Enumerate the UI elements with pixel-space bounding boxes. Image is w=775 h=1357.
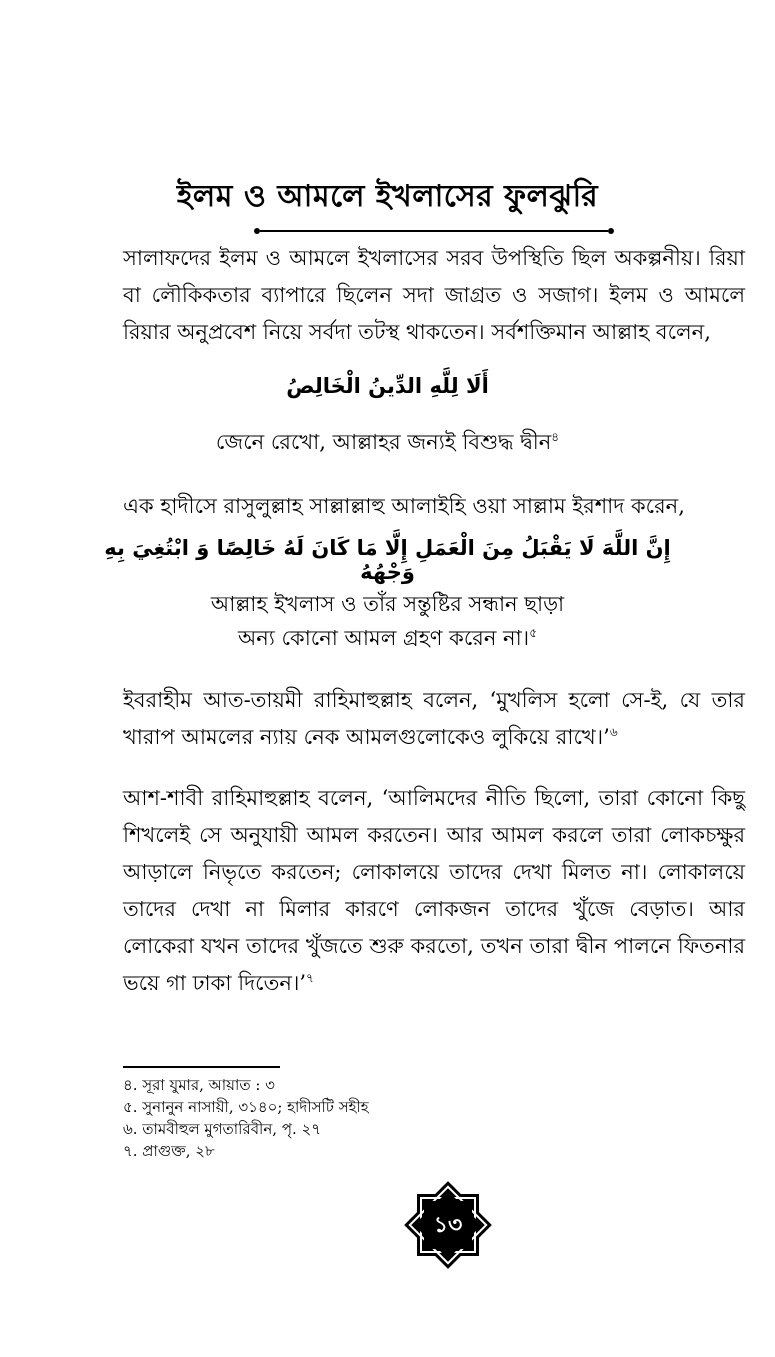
translation-text: অন্য কোনো আমল গ্রহণ করেন না। <box>238 626 530 650</box>
footnote-ref: ৫ <box>529 626 537 640</box>
footnote-item: ৫. সুনানুন নাসায়ী, ৩১৪০; হাদীসটি সহীহ <box>123 1098 369 1116</box>
footnote-ref: ৭ <box>306 971 314 985</box>
translation-text: জেনে রেখো, আল্লাহর জন্যই বিশুদ্ধ দ্বীন <box>215 430 552 454</box>
underline-dot-right <box>608 228 614 234</box>
chapter-title: ইলম ও আমলে ইখলাসের ফুলঝুরি <box>176 179 599 214</box>
hadith-translation-line-2 <box>100 620 675 657</box>
footnote-ref: ৪ <box>551 430 560 444</box>
footnote-item: ৪. সূরা যুমার, আয়াত : ৩ <box>123 1076 275 1094</box>
underline-line <box>260 230 608 232</box>
footnote-item: ৭. প্রাগুক্ত, ২৮ <box>123 1142 215 1160</box>
hadith-arabic: إِنَّ اللَّهَ لَا يَقْبَلُ مِنَ الْعَمَلِ إِلَّا مَا كَانَ لَهُ خَالِصًا وَ ابْتُغِيَ بِهِ وَجْهُهُ <box>104 536 671 584</box>
hadith-translation-line-1: আল্লাহ ইখলাস ও তাঁর সন্তুষ্টির সন্ধান ছাড়া <box>210 592 565 616</box>
paragraph-1: সালাফদের ইলম ও আমলে ইখলাসের সরব উপস্থিতি ছিল অকল্পনীয়। রিয়া বা লৌকিকতার ব্যাপারে ছিলেন সদা জাগ্রত ও সজাগ। ইলম ও আমলে রিয়ার অনুপ্রবেশ নিয়ে সর্বদা তটস্থ থাকতেন। সর্বশক্তিমান আল্লাহ বলেন, <box>123 246 745 344</box>
paragraph-4-text: আশ-শাবী রাহিমাহুল্লাহ বলেন, ‘আলিমদের নীতি ছিলো, তারা কোনো কিছু শিখলেই সে অনুযায়ী আমল করতেন। আর আমল করলে তারা লোকচক্ষুর আড়ালে নিভৃতে করতেন; লোকালয়ে তাদের দেখা মিলত না। লোকালয়ে তাদের দেখা না মিলার কারণে লোকজন তাদের খুঁজে বেড়াত। আর লোকেরা যখন তাদের খুঁজতে শুরু করতো, তখন তারা দ্বীন পালনে ফিতনার ভয়ে গা ঢাকা দিতেন।’ <box>123 786 745 995</box>
paragraph-2: এক হাদীসে রাসুলুল্লাহ সাল্লাল্লাহু আলাইহি ওয়া সাল্লাম ইরশাদ করেন, <box>123 494 685 518</box>
paragraph-4 <box>123 780 745 1002</box>
footnote-separator <box>123 1066 280 1068</box>
page-number: ১৩ <box>433 1213 463 1238</box>
paragraph-3 <box>123 682 745 756</box>
page-number-badge <box>399 1176 497 1274</box>
paragraph-3-text: ইবরাহীম আত-তায়মী রাহিমাহুল্লাহ বলেন, ‘মুখলিস হলো সে-ই, যে তার খারাপ আমলের ন্যায় নেক আমলগুলোকেও লুকিয়ে রাখে।’ <box>123 688 745 749</box>
quran-verse-arabic: أَلَا لِلَّهِ الدِّينُ الْخَالِصُ <box>286 374 489 398</box>
quran-verse-translation <box>100 424 675 461</box>
footnote-ref: ৬ <box>609 725 618 739</box>
footnote-item: ৬. তামবীহুল মুগতারিবীন, পৃ. ২৭ <box>123 1120 322 1138</box>
footnotes <box>123 1074 523 1162</box>
title-underline <box>254 226 614 236</box>
